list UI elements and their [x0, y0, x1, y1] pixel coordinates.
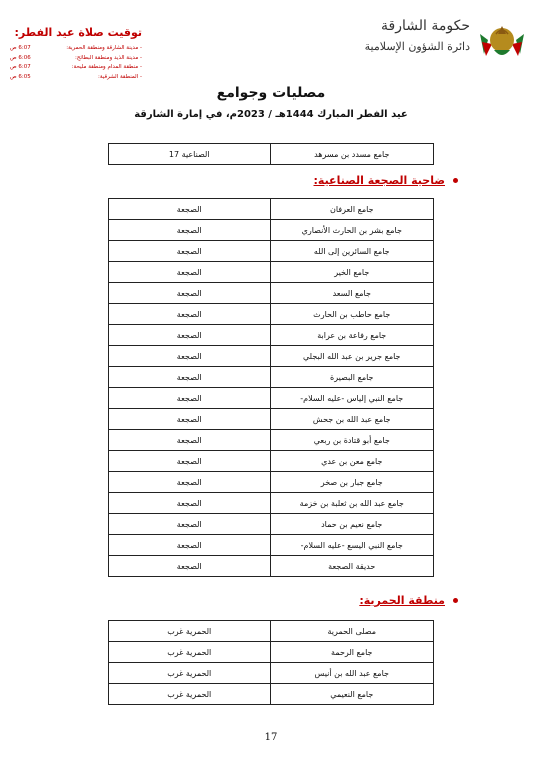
- bullet-icon: [453, 178, 458, 183]
- bullet-icon: [453, 598, 458, 603]
- mosque-name-cell: جامع السائرين إلى الله: [270, 241, 434, 262]
- section-title: ضاحية الصجعة الصناعية:: [313, 174, 445, 187]
- department-name: دائرة الشؤون الإسلامية: [364, 40, 470, 53]
- timing-area: - المنطقة الشرقية:: [97, 73, 142, 80]
- mosque-name-cell: جامع عبد الله بن ثعلبة بن خزمة: [270, 493, 434, 514]
- table-row: [109, 304, 434, 325]
- timing-time: 6:07 ص: [10, 64, 31, 70]
- mosque-table-hamriyah: [108, 620, 434, 705]
- timing-time: 6:06 ص: [10, 54, 31, 61]
- table-row: [109, 367, 434, 388]
- mosque-name-cell: جامع النعيمي: [270, 684, 434, 705]
- mosque-name-cell: جامع عبد الله بن جحش: [270, 409, 434, 430]
- section-heading-sajaa: [314, 174, 459, 187]
- mosque-name-cell: جامع مسدد بن مسرهد: [270, 144, 434, 165]
- mosque-name-cell: جامع السعد: [270, 283, 434, 304]
- mosque-name-cell: جامع العرفان: [270, 199, 434, 220]
- mosque-name-cell: جامع جبار بن صخر: [270, 472, 434, 493]
- sharjah-emblem-icon: [478, 14, 526, 62]
- mosque-name-cell: جامع البصيرة: [270, 367, 434, 388]
- mosque-name-cell: جامع حاطب بن الحارث: [270, 304, 434, 325]
- area-cell: الصجعة: [109, 262, 271, 283]
- table-row: [109, 144, 434, 165]
- mosque-name-cell: جامع أبو قتادة بن ربعي: [270, 430, 434, 451]
- government-name: حكومة الشارقة: [381, 18, 470, 34]
- area-cell: الصجعة: [109, 304, 271, 325]
- table-row: [109, 556, 434, 577]
- table-row: [109, 430, 434, 451]
- table-row: [109, 472, 434, 493]
- table-row: [109, 451, 434, 472]
- mosque-name-cell: جامع نعيم بن حماد: [270, 514, 434, 535]
- mosque-name-cell: جامع رفاعة بن عرابة: [270, 325, 434, 346]
- area-cell: الصجعة: [109, 367, 271, 388]
- area-cell: الحمرية غرب: [109, 642, 271, 663]
- area-cell: الصجعة: [109, 493, 271, 514]
- area-cell: الصجعة: [109, 514, 271, 535]
- area-cell: الصجعة: [109, 325, 271, 346]
- mosque-name-cell: جامع النبي إلياس -عليه السلام-: [270, 388, 434, 409]
- table-row: [109, 325, 434, 346]
- mosque-name-cell: جامع عبد الله بن أنيس: [270, 663, 434, 684]
- table-row: [109, 409, 434, 430]
- mosque-name-cell: جامع جرير بن عبد الله البجلي: [270, 346, 434, 367]
- prayer-timing-title: توقيت صلاة عيد الفطر:: [14, 26, 142, 39]
- table-row: [109, 283, 434, 304]
- mosque-name-cell: مصلى الحمرية: [270, 621, 434, 642]
- mosque-table-sajaa: [108, 198, 434, 577]
- area-cell: الصجعة: [109, 199, 271, 220]
- mosque-name-cell: جامع النبي اليسع -عليه السلام-: [270, 535, 434, 556]
- area-cell: الصجعة: [109, 430, 271, 451]
- timing-row: [10, 44, 142, 54]
- timing-row: [10, 54, 142, 64]
- area-cell: الصجعة: [109, 346, 271, 367]
- timing-time: 6:05 ص: [10, 73, 31, 80]
- header-logo: [346, 14, 526, 66]
- table-row: [109, 220, 434, 241]
- area-cell: الصجعة: [109, 220, 271, 241]
- area-cell: الصناعية 17: [109, 144, 271, 165]
- table-row: [109, 346, 434, 367]
- area-cell: الصجعة: [109, 556, 271, 577]
- area-cell: الحمرية غرب: [109, 663, 271, 684]
- page-number: 17: [264, 732, 278, 743]
- table-row: [109, 684, 434, 705]
- area-cell: الصجعة: [109, 388, 271, 409]
- mosque-name-cell: جامع الرحمة: [270, 642, 434, 663]
- timing-area: - مدينة الذيد ومنطقة البطائح:: [75, 54, 142, 61]
- page-subtitle: عيد الفطر المبارك 1444هـ / 2023م، في إمارة الشارقة: [134, 109, 408, 120]
- area-cell: الصجعة: [109, 451, 271, 472]
- mosque-name-cell: جامع الخير: [270, 262, 434, 283]
- area-cell: الصجعة: [109, 472, 271, 493]
- area-cell: الصجعة: [109, 283, 271, 304]
- page-title: مصليات وجوامع: [216, 85, 326, 101]
- table-row: [109, 642, 434, 663]
- table-row: [109, 388, 434, 409]
- area-cell: الحمرية غرب: [109, 684, 271, 705]
- table-row: [109, 241, 434, 262]
- table-row: [109, 514, 434, 535]
- timing-area: - مدينة الشارقة ومنطقة الحمرية:: [66, 45, 142, 51]
- section-heading-hamriyah: [359, 594, 458, 607]
- area-cell: الحمرية غرب: [109, 621, 271, 642]
- table-row: [109, 535, 434, 556]
- table-row: [109, 262, 434, 283]
- mosque-name-cell: جامع معن بن عدي: [270, 451, 434, 472]
- timing-time: 6:07 ص: [10, 45, 31, 51]
- area-cell: الصجعة: [109, 535, 271, 556]
- area-cell: الصجعة: [109, 241, 271, 262]
- prayer-timing-box: [10, 26, 142, 82]
- area-cell: الصجعة: [109, 409, 271, 430]
- section-title: منطقة الحمرية:: [359, 594, 445, 607]
- mosque-name-cell: حديقة الصجعة: [270, 556, 434, 577]
- timing-area: - منطقة المدام ومنطقة مليحة:: [71, 64, 142, 70]
- table-row: [109, 493, 434, 514]
- table-row: [109, 663, 434, 684]
- mosque-table-top: [108, 143, 434, 165]
- timing-row: [10, 63, 142, 73]
- table-row: [109, 621, 434, 642]
- mosque-name-cell: جامع بشر بن الحارث الأنصاري: [270, 220, 434, 241]
- table-row: [109, 199, 434, 220]
- timing-row: [10, 73, 142, 83]
